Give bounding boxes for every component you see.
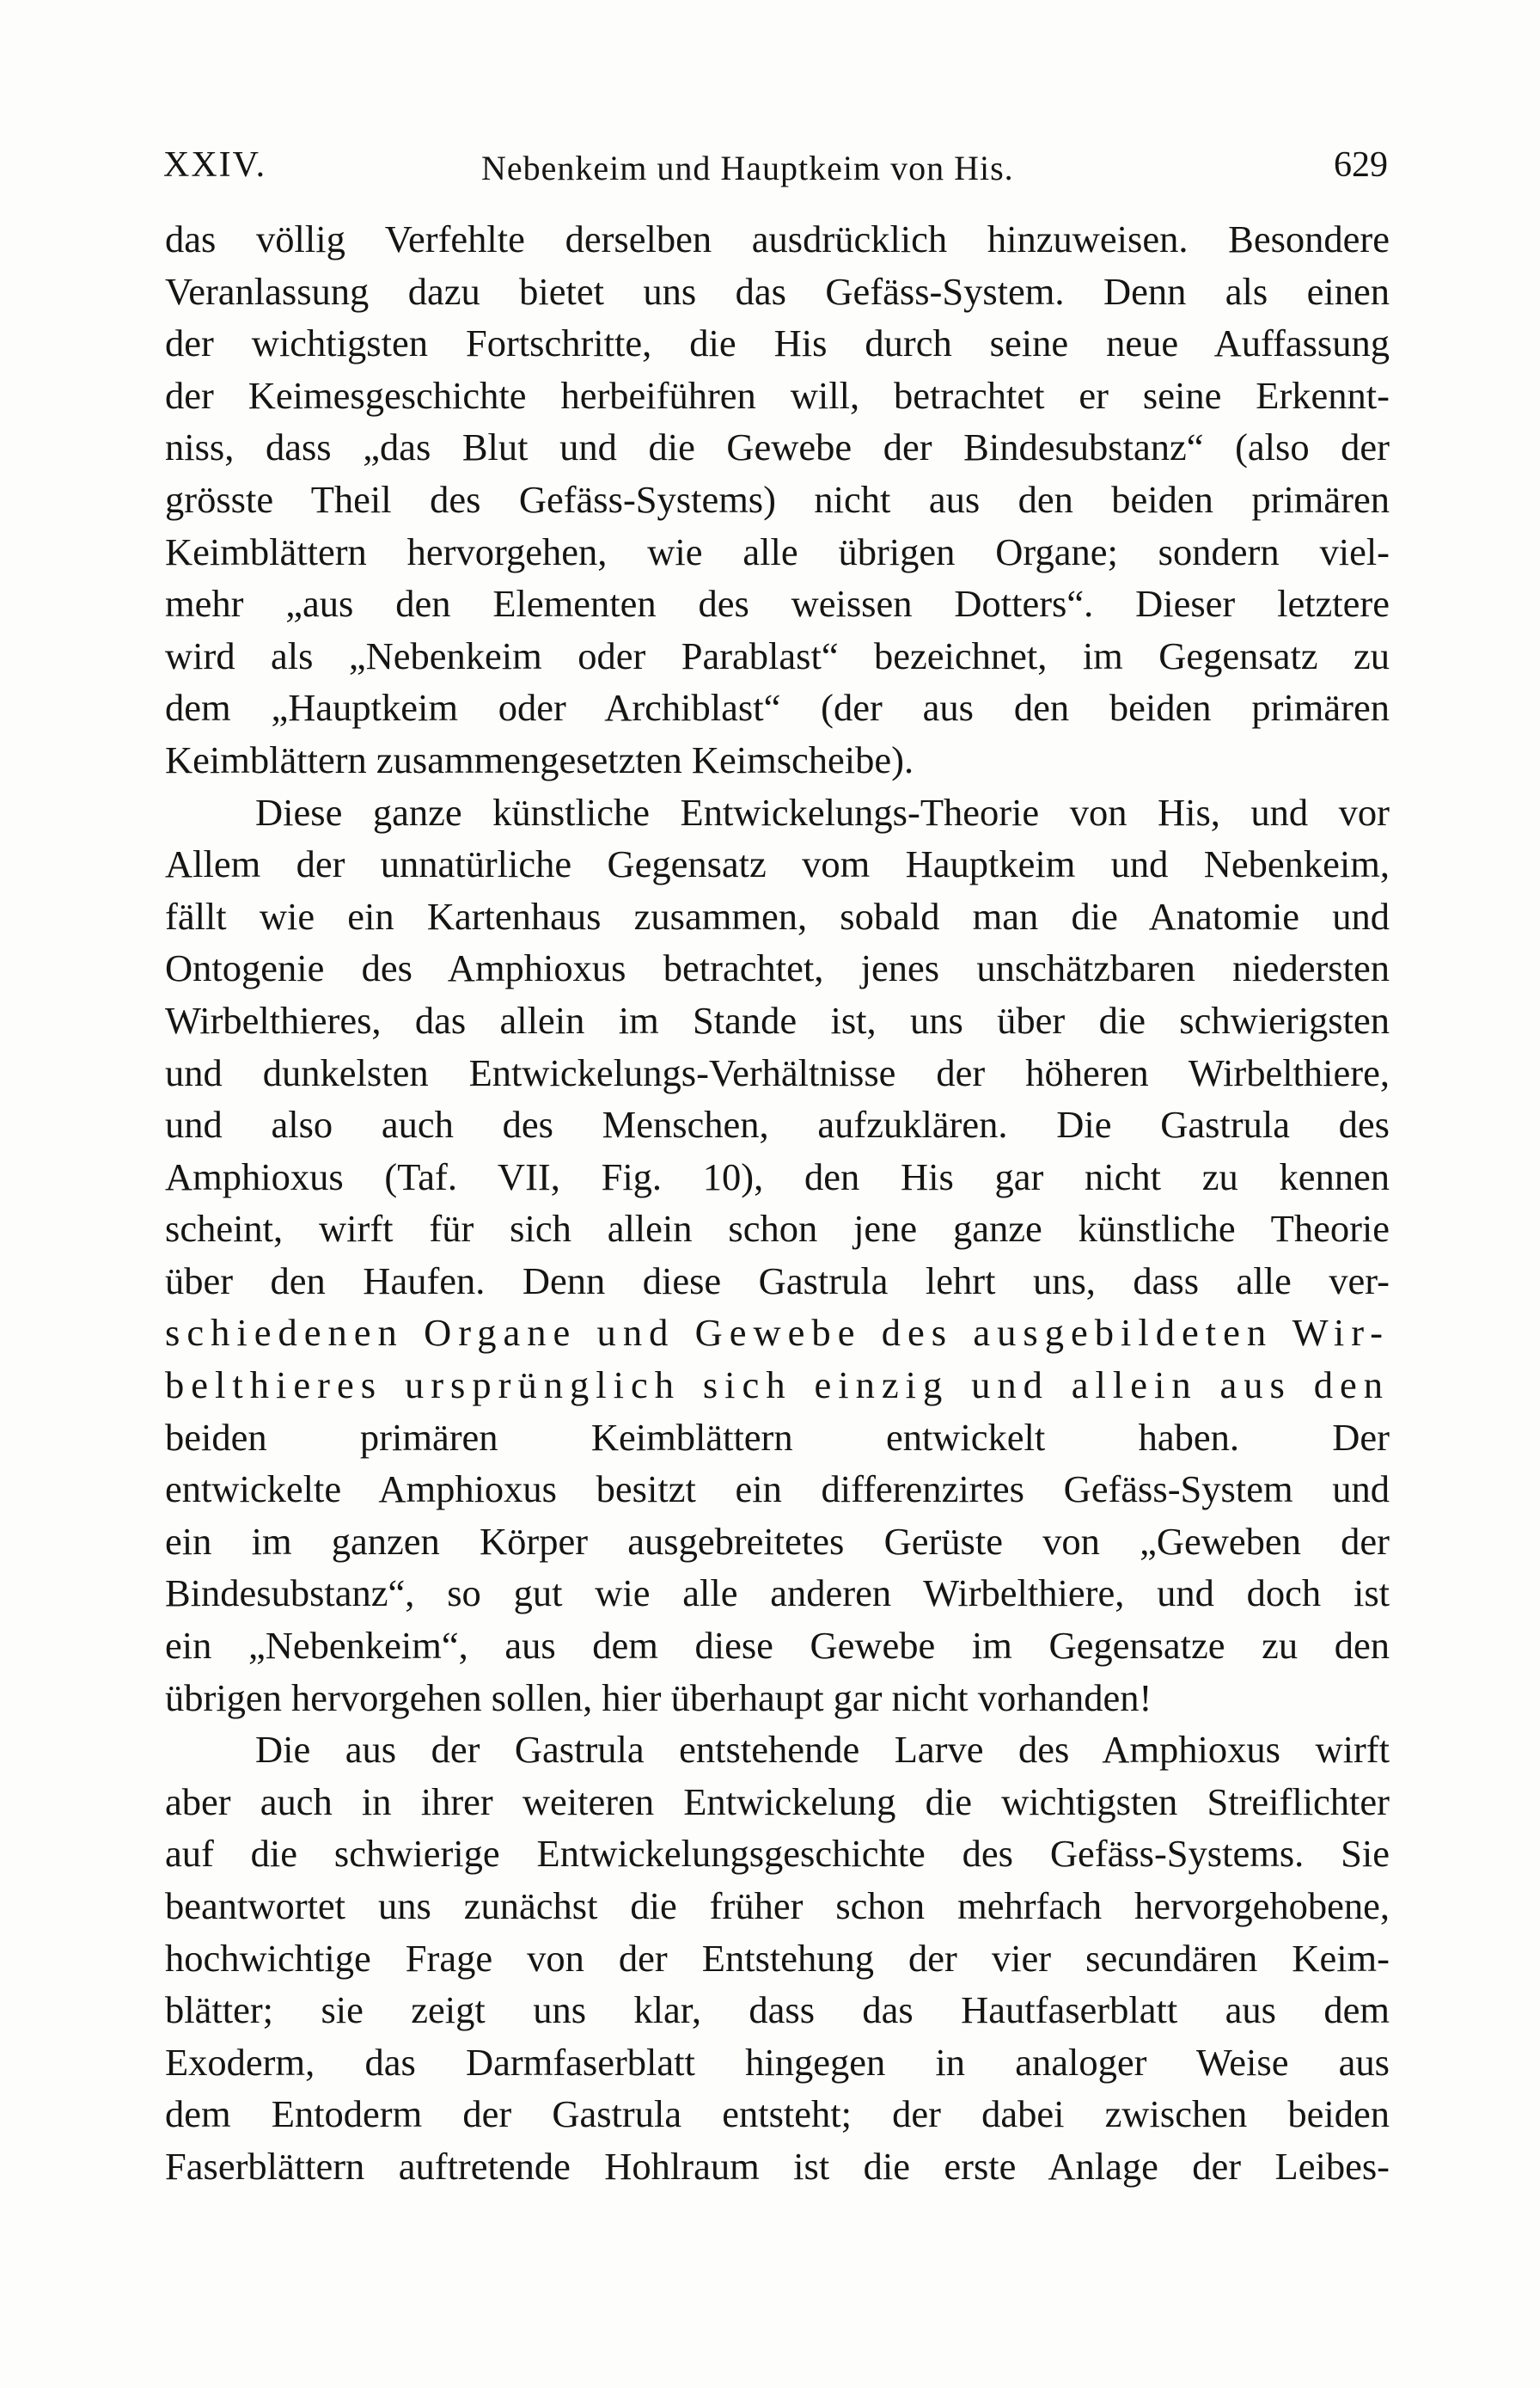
text-line: der Keimesgeschichte herbeiführen will, betrachtet er seine Erkennt- bbox=[165, 373, 1390, 417]
text-line: ein im ganzen Körper ausgebreitetes Gerüste von „Geweben der bbox=[165, 1519, 1390, 1563]
text-line: Ontogenie des Amphioxus betrachtet, jenes unschätzbaren niedersten bbox=[165, 946, 1390, 990]
text-line: mehr „aus den Elementen des weissen Dotters“. Dieser letztere bbox=[165, 582, 1390, 626]
chapter-number: XXIV. bbox=[163, 145, 267, 185]
text-line: beantwortet uns zunächst die früher schon mehrfach hervorgehobene, bbox=[165, 1884, 1390, 1927]
text-line: ein „Nebenkeim“, aus dem diese Gewebe im Gegensatze zu den bbox=[165, 1624, 1390, 1668]
text-line: fällt wie ein Kartenhaus zusammen, sobald man die Anatomie und bbox=[165, 894, 1390, 938]
text-line: Bindesubstanz“, so gut wie alle anderen Wirbelthiere, und doch ist bbox=[165, 1571, 1390, 1615]
running-header bbox=[163, 144, 1388, 196]
text-line: Amphioxus (Taf. VII, Fig. 10), den His gar nicht zu kennen bbox=[165, 1154, 1390, 1198]
text-line: grösste Theil des Gefäss-Systems) nicht aus den beiden primären bbox=[165, 477, 1390, 521]
text-line: Die aus der Gastrula entstehende Larve des Amphioxus wirft bbox=[255, 1728, 1390, 1772]
text-line: dem „Hauptkeim oder Archiblast“ (der aus den beiden primären bbox=[165, 686, 1390, 730]
text-line: der wichtigsten Fortschritte, die His durch seine neue Auffassung bbox=[165, 321, 1390, 365]
text-line: belthieres ursprünglich sich einzig und allein aus den bbox=[165, 1363, 1390, 1407]
text-line: Wirbelthieres, das allein im Stande ist, uns über die schwierigsten bbox=[165, 998, 1390, 1042]
text-line: schiedenen Organe und Gewebe des ausgebildeten Wir- bbox=[165, 1311, 1390, 1355]
body-text bbox=[165, 213, 1390, 2193]
text-line: Diese ganze künstliche Entwickelungs-Theorie von His, und vor bbox=[255, 790, 1390, 834]
text-line: und dunkelsten Entwickelungs-Verhältnisse der höheren Wirbelthiere, bbox=[165, 1050, 1390, 1094]
text-line: blätter; sie zeigt uns klar, dass das Hautfaserblatt aus dem bbox=[165, 1988, 1390, 2032]
text-line: das völlig Verfehlte derselben ausdrücklich hinzuweisen. Besondere bbox=[165, 217, 1390, 260]
text-line: scheint, wirft für sich allein schon jene ganze künstliche Theorie bbox=[165, 1207, 1390, 1251]
text-line: über den Haufen. Denn diese Gastrula lehrt uns, dass alle ver- bbox=[165, 1258, 1390, 1302]
text-line: übrigen hervorgehen sollen, hier überhaupt gar nicht vorhanden! bbox=[165, 1675, 1152, 1719]
text-line: hochwichtige Frage von der Entstehung der vier secundären Keim- bbox=[165, 1936, 1390, 1980]
text-line: und also auch des Menschen, aufzuklären. Die Gastrula des bbox=[165, 1103, 1390, 1147]
text-line: aber auch in ihrer weiteren Entwickelung die wichtigsten Streiflichter bbox=[165, 1779, 1390, 1823]
text-line: Allem der unnatürliche Gegensatz vom Hauptkeim und Nebenkeim, bbox=[165, 842, 1390, 886]
text-line: dem Entoderm der Gastrula entsteht; der dabei zwischen beiden bbox=[165, 2092, 1390, 2136]
text-line: Faserblättern auftretende Hohlraum ist die erste Anlage der Leibes- bbox=[165, 2144, 1390, 2188]
text-line: Veranlassung dazu bietet uns das Gefäss-System. Denn als einen bbox=[165, 269, 1390, 313]
text-line: Keimblättern zusammengesetzten Keimscheibe). bbox=[165, 738, 914, 781]
text-line: beiden primären Keimblättern entwickelt haben. Der bbox=[165, 1415, 1390, 1459]
text-line: Keimblättern hervorgehen, wie alle übrigen Organe; sondern viel- bbox=[165, 530, 1390, 573]
page-number: 629 bbox=[1334, 145, 1388, 185]
text-line: entwickelte Amphioxus besitzt ein differenzirtes Gefäss-System und bbox=[165, 1467, 1390, 1511]
text-line: wird als „Nebenkeim oder Parablast“ bezeichnet, im Gegensatz zu bbox=[165, 634, 1390, 677]
running-title: Nebenkeim und Hauptkeim von His. bbox=[481, 149, 1014, 187]
text-line: Exoderm, das Darmfaserblatt hingegen in analoger Weise aus bbox=[165, 2040, 1390, 2084]
text-line: niss, dass „das Blut und die Gewebe der Bindesubstanz“ (also der bbox=[165, 426, 1390, 469]
text-line: auf die schwierige Entwickelungsgeschichte des Gefäss-Systems. Sie bbox=[165, 1832, 1390, 1876]
